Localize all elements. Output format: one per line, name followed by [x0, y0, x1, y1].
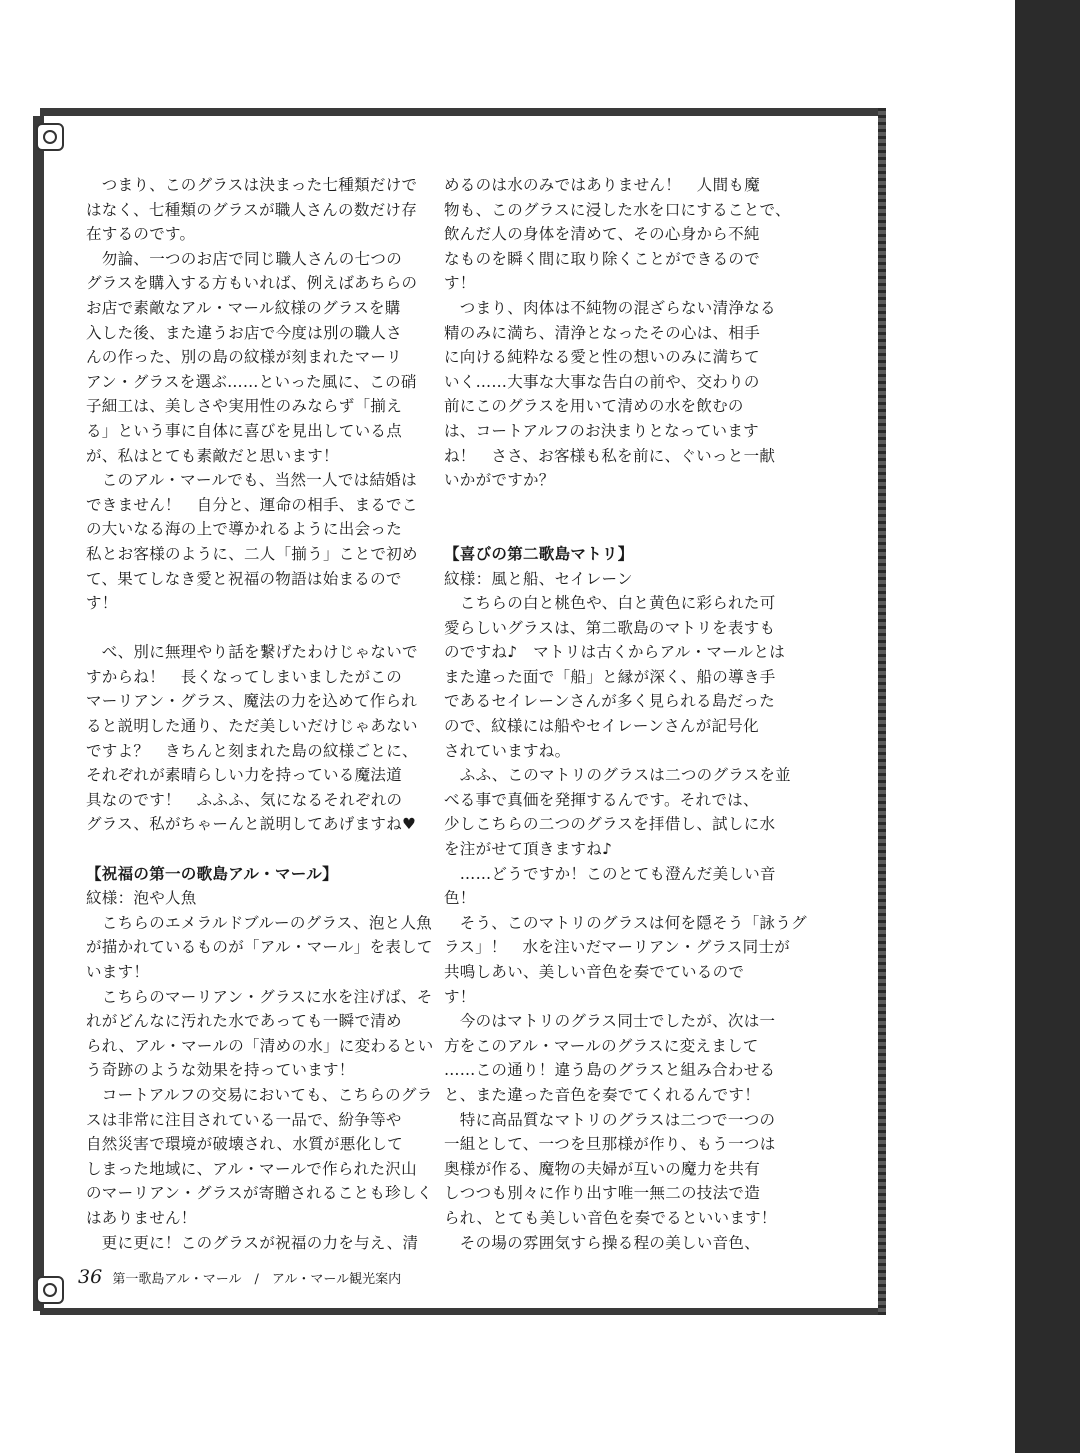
text-line: が描かれているものが「アル・マール」を表して [86, 938, 433, 957]
text-line: マーリアン・グラス、魔法の力を込めて作られ [86, 692, 418, 711]
text-line: を注がせて頂きますね♪ [444, 840, 613, 859]
text-line: います！ [86, 963, 150, 981]
page-frame-right-edge [878, 108, 886, 1315]
text-line: られ、アル・マールの「清めの水」に変わるとい [86, 1036, 434, 1055]
text-line: はありません！ [86, 1208, 197, 1227]
page-frame-bottom [40, 1308, 883, 1315]
text-line: 飲んだ人の身体を清めて、その心身から不純 [444, 225, 760, 244]
text-line: お店で素敵なアル・マール紋様のグラスを購 [86, 298, 401, 317]
text-line: う奇跡のような効果を持っています！ [86, 1061, 355, 1080]
text-line: しつつも別々に作り出す唯一無二の技法で造 [444, 1184, 761, 1203]
text-line: 自然災害で環境が破壊され、水質が悪化して [86, 1135, 403, 1154]
text-line: 前にこのグラスを用いて清めの水を飲むの [444, 397, 744, 416]
text-line: のマーリアン・グラスが寄贈されることも珍しく [86, 1184, 433, 1203]
text-line: こちらの白と桃色や、白と黄色に彩られた可 [444, 594, 776, 613]
text-line: つまり、このグラスは決まった七種類だけで [86, 176, 418, 194]
text-line: アン・グラスを選ぶ……といった風に、この硝 [86, 372, 417, 391]
text-line: に向ける純粋なる愛と性の想いのみに満ちて [444, 348, 760, 367]
text-line: であるセイレーンさんが多く見られる島だった [444, 692, 776, 711]
text-line: はなく、七種類のグラスが職人さんの数だけ存 [86, 200, 418, 219]
text-line: が、私はとても素敵だと思います！ [86, 446, 339, 465]
text-line: 私とお客様のように、二人「揃う」ことで初め [86, 544, 418, 563]
text-line: コートアルフの交易においても、こちらのグラ [86, 1085, 433, 1104]
text-line: と、また違った音色を奏でてくれるんです！ [444, 1085, 761, 1104]
text-line: す！ [444, 274, 476, 293]
corner-ornament-icon [36, 123, 64, 151]
page-footer [78, 1266, 401, 1288]
text-line: ……この通り！違う島のグラスと組み合わせる [444, 1061, 776, 1080]
text-line: べる事で真価を発揮するんです。それでは、 [444, 790, 759, 809]
text-line: 色！ [444, 889, 476, 908]
text-line: 勿論、一つのお店で同じ職人さんの七つの [86, 249, 403, 268]
text-line: その場の雰囲気すら操る程の美しい音色、 [444, 1233, 761, 1252]
text-line: 奥様が作る、魔物の夫婦が互いの魔力を共有 [444, 1159, 761, 1178]
text-line: 子細工は、美しさや実用性のみならず「揃え [86, 397, 403, 416]
text-line: こちらのマーリアン・グラスに水を注げば、そ [86, 987, 433, 1006]
text-line: ……どうですか！このとても澄んだ美しい音 [444, 864, 776, 883]
text-line: べ、別に無理やり話を繋げたわけじゃないで [86, 643, 418, 662]
text-line: 方をこのアル・マールのグラスに変えまして [444, 1036, 759, 1055]
text-line: こちらのエメラルドブルーのグラス、泡と人魚 [86, 913, 433, 932]
footer-title: 第一歌島アル・マール / アル・マール観光案内 [112, 1272, 402, 1287]
text-line: ので、紋様には船やセイレーンさんが記号化 [444, 717, 759, 736]
text-line: 特に高品質なマトリのグラスは二つで一つの [444, 1110, 776, 1129]
section-heading: 【喜びの第二歌島マトリ】 [444, 543, 634, 563]
text-line [444, 517, 774, 542]
text-line: る」という事に自体に喜びを見出している点 [86, 421, 403, 440]
text-line: 入した後、また違うお店で今度は別の職人さ [86, 323, 403, 342]
text-line: されていますね。 [444, 741, 571, 760]
text-line: スは非常に注目されている一品で、紛争等や [86, 1110, 402, 1129]
text-line: んの作った、別の島の紋様が刻まれたマーリ [86, 348, 403, 367]
text-line: す！ [86, 594, 118, 613]
text-line: す！ [444, 987, 476, 1006]
text-line: できません！ 自分と、運命の相手、まるでこ [86, 495, 418, 514]
text-line: 愛らしいグラスは、第二歌島のマトリを表すも [444, 618, 776, 637]
left-text-column [86, 173, 434, 1255]
text-line: そう、このマトリのグラスは何を隠そう「詠うグ [444, 913, 807, 932]
text-line: 物も、このグラスに浸した水を口にすることで、 [444, 200, 791, 219]
text-line: つまり、肉体は不純物の混ざらない清浄なる [444, 298, 776, 317]
text-line: 在するのです。 [86, 225, 196, 244]
right-text-column [444, 173, 807, 1255]
text-line: ですよ？ きちんと刻まれた島の紋様ごとに、 [86, 741, 418, 760]
text-line [86, 616, 416, 641]
text-line: グラスを購入する方もいれば、例えばあちらの [86, 274, 418, 293]
text-line: めるのは水のみではありません！ 人間も魔 [444, 176, 761, 194]
text-line: しまった地域に、アル・マールで作られた沢山 [86, 1159, 417, 1178]
text-line: また違った面で「船」と縁が深く、船の導き手 [444, 667, 776, 686]
text-line: は、コートアルフのお決まりとなっています [444, 421, 759, 440]
text-line: 具なのです！ ふふふ、気になるそれぞれの [86, 790, 403, 809]
text-line: 更に更に！このグラスが祝福の力を与え、清 [86, 1233, 419, 1252]
page-frame-top [40, 108, 883, 116]
text-line: グラス、私がちゃーんと説明してあげますね♥ [86, 815, 417, 834]
text-line: の大いなる海の上で導かれるように出会った [86, 520, 403, 539]
text-line: いかがですか？ [444, 471, 555, 490]
text-line: いく……大事な大事な告白の前や、交わりの [444, 372, 760, 391]
text-line: なものを瞬く間に取り除くことができるので [444, 249, 761, 268]
text-line: 紋様：泡や人魚 [86, 889, 197, 908]
text-line: ふふ、このマトリのグラスは二つのグラスを並 [444, 766, 791, 785]
text-line [444, 493, 774, 518]
text-line: すからね！ 長くなってしまいましたがこの [86, 667, 403, 686]
text-line: 共鳴しあい、美しい音色を奏でているので [444, 963, 745, 981]
text-line: 一組として、一つを旦那様が作り、もう一つは [444, 1135, 776, 1154]
text-line: このアル・マールでも、当然一人では結婚は [86, 471, 417, 490]
text-line: ると説明した通り、ただ美しいだけじゃあない [86, 717, 418, 736]
text-line [86, 837, 416, 862]
page-frame-left [33, 116, 44, 1311]
section-heading: 【祝福の第一の歌島アル・マール】 [86, 863, 338, 883]
text-line: ラス」！ 水を注いだマーリアン・グラス同士が [444, 938, 791, 957]
text-line: ね！ ささ、お客様も私を前に、ぐいっと一献 [444, 446, 776, 465]
text-line: て、果てしなき愛と祝福の物語は始まるので [86, 569, 402, 588]
scan-background [1015, 0, 1080, 1453]
text-line: 今のはマトリのグラス同士でしたが、次は一 [444, 1012, 776, 1031]
page-number: 36 [78, 1266, 103, 1288]
text-line: それぞれが素晴らしい力を持っている魔法道 [86, 766, 403, 785]
text-line: れがどんなに汚れた水であっても一瞬で清め [86, 1012, 402, 1031]
corner-ornament-icon [36, 1276, 64, 1304]
text-line: 紋様：風と船、セイレーン [444, 569, 633, 588]
text-line: 少しこちらの二つのグラスを拝借し、試しに水 [444, 815, 776, 834]
text-line: のですね♪ マトリは古くからアル・マールとは [444, 643, 786, 662]
text-line: られ、とても美しい音色を奏でるといいます！ [444, 1208, 777, 1227]
text-line: 精のみに満ち、清浄となったその心は、相手 [444, 323, 761, 342]
